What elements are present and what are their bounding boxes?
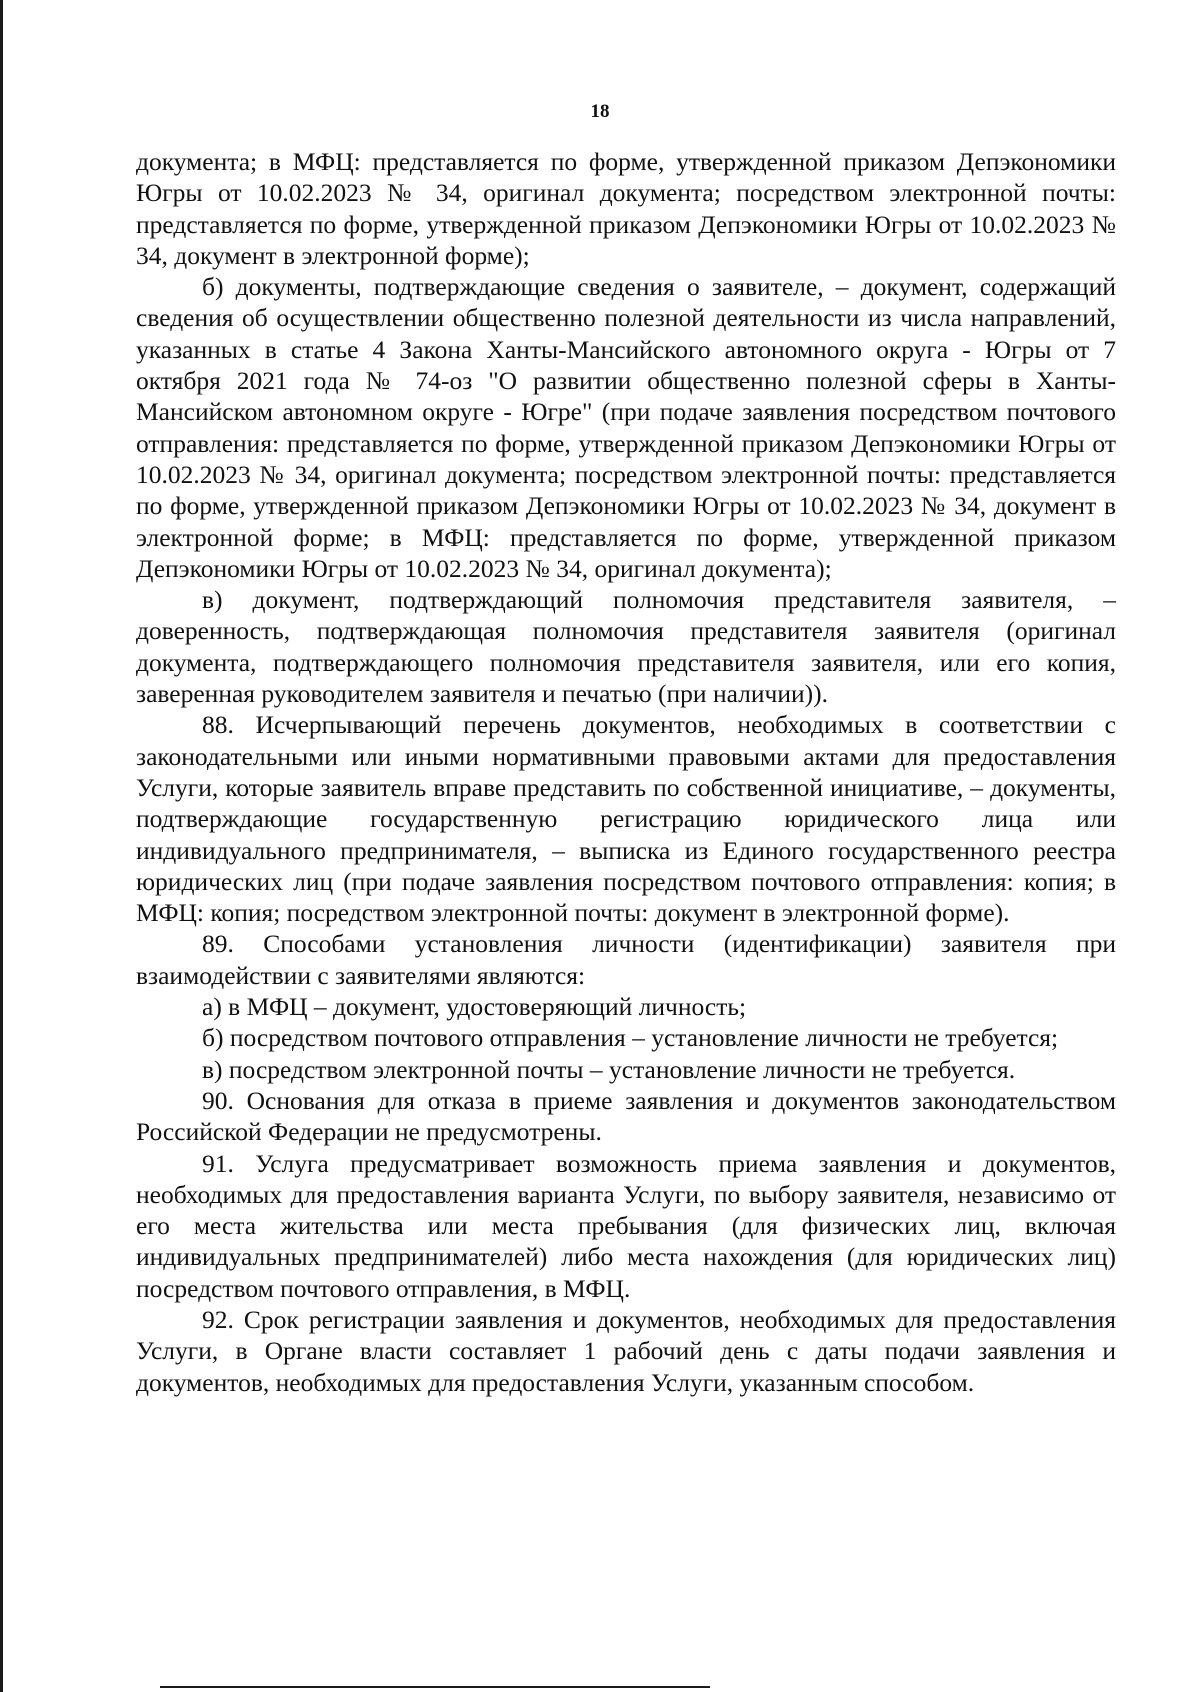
paragraph-89-item-b: б) посредством почтового отправления – установление личности не требуется; (202, 1023, 1059, 1053)
paragraph-90: 90. Основания для отказа в приеме заявления и документов законодательством Российской Федерации не предусмотрены. (136, 1085, 1116, 1147)
page-number: 18 (590, 101, 610, 122)
paragraph-92: 92. Срок регистрации заявления и документов, необходимых для предоставления Услуги, в Органе власти составляет 1 рабочий день с даты подачи заявления и документов, необходимых для предоставления Услуги, указанным способом. (136, 1304, 1116, 1397)
paragraph-91: 91. Услуга предусматривает возможность приема заявления и документов, необходимых для предоставления варианта Услуги, по выбору заявителя, независимо от его места жительства или места пребывания (для физических лиц, включая индивидуальных предпринимателей) либо места нахождения (для юридических лиц) посредством почтового отправления, в МФЦ. (136, 1148, 1116, 1303)
document-body (136, 146, 1116, 1398)
paragraph-item-v-representative-authority: в) документ, подтверждающий полномочия представителя заявителя, – доверенность, подтверждающая полномочия представителя заявителя (оригинал документа, подтверждающего полномочия представителя заявителя, или его копия, заверенная руководителем заявителя и печатью (при наличии)). (136, 585, 1116, 709)
paragraph-item-b-applicant-documents: б) документы, подтверждающие сведения о заявителе, – документ, содержащий сведения об осуществлении общественно полезной деятельности из числа направлений, указанных в статье 4 Закона Ханты-Мансийского автономного округа - Югры от 7 октября 2021 года № 74-оз "О развитии общественно полезной сферы в Ханты-Мансийском автономном округе - Югре" (при подаче заявления посредством почтового отправления: представляется по форме, утвержденной приказом Депэкономики Югры от 10.02.2023 № 34, оригинал документа; посредством электронной почты: представляется по форме, утвержденной приказом Депэкономики Югры от 10.02.2023 № 34, документ в электронной форме; в МФЦ: представляется по форме, утвержденной приказом Депэкономики Югры от 10.02.2023 № 34, оригинал документа); (136, 272, 1116, 583)
paragraph-89: 89. Способами установления личности (идентификации) заявителя при взаимодействии с заявителями являются: (136, 929, 1116, 990)
paragraph-89-item-a: а) в МФЦ – документ, удостоверяющий личность; (202, 992, 747, 1022)
paragraph-89-item-v: в) посредством электронной почты – установление личности не требуется. (202, 1054, 1016, 1084)
scan-edge-left (0, 0, 3, 1692)
paragraph-continuation: документа; в МФЦ: представляется по форме, утвержденной приказом Депэкономики Югры от 10.02.2023 № 34, оригинал документа; посредством электронной почты: представляется по форме, утвержденной приказом Депэкономики Югры от 10.02.2023 № 34, документ в электронной форме); (136, 147, 1116, 270)
scan-bottom-rule (160, 1686, 710, 1688)
paragraph-88: 88. Исчерпывающий перечень документов, необходимых в соответствии с законодательными или иными нормативными правовыми актами для предоставления Услуги, которые заявитель вправе представить по собственной инициативе, – документы, подтверждающие государственную регистрацию юридического лица или индивидуального предпринимателя, – выписка из Единого государственного реестра юридических лиц (при подаче заявления посредством почтового отправления: копия; в МФЦ: копия; посредством электронной почты: документ в электронной форме). (136, 710, 1116, 928)
